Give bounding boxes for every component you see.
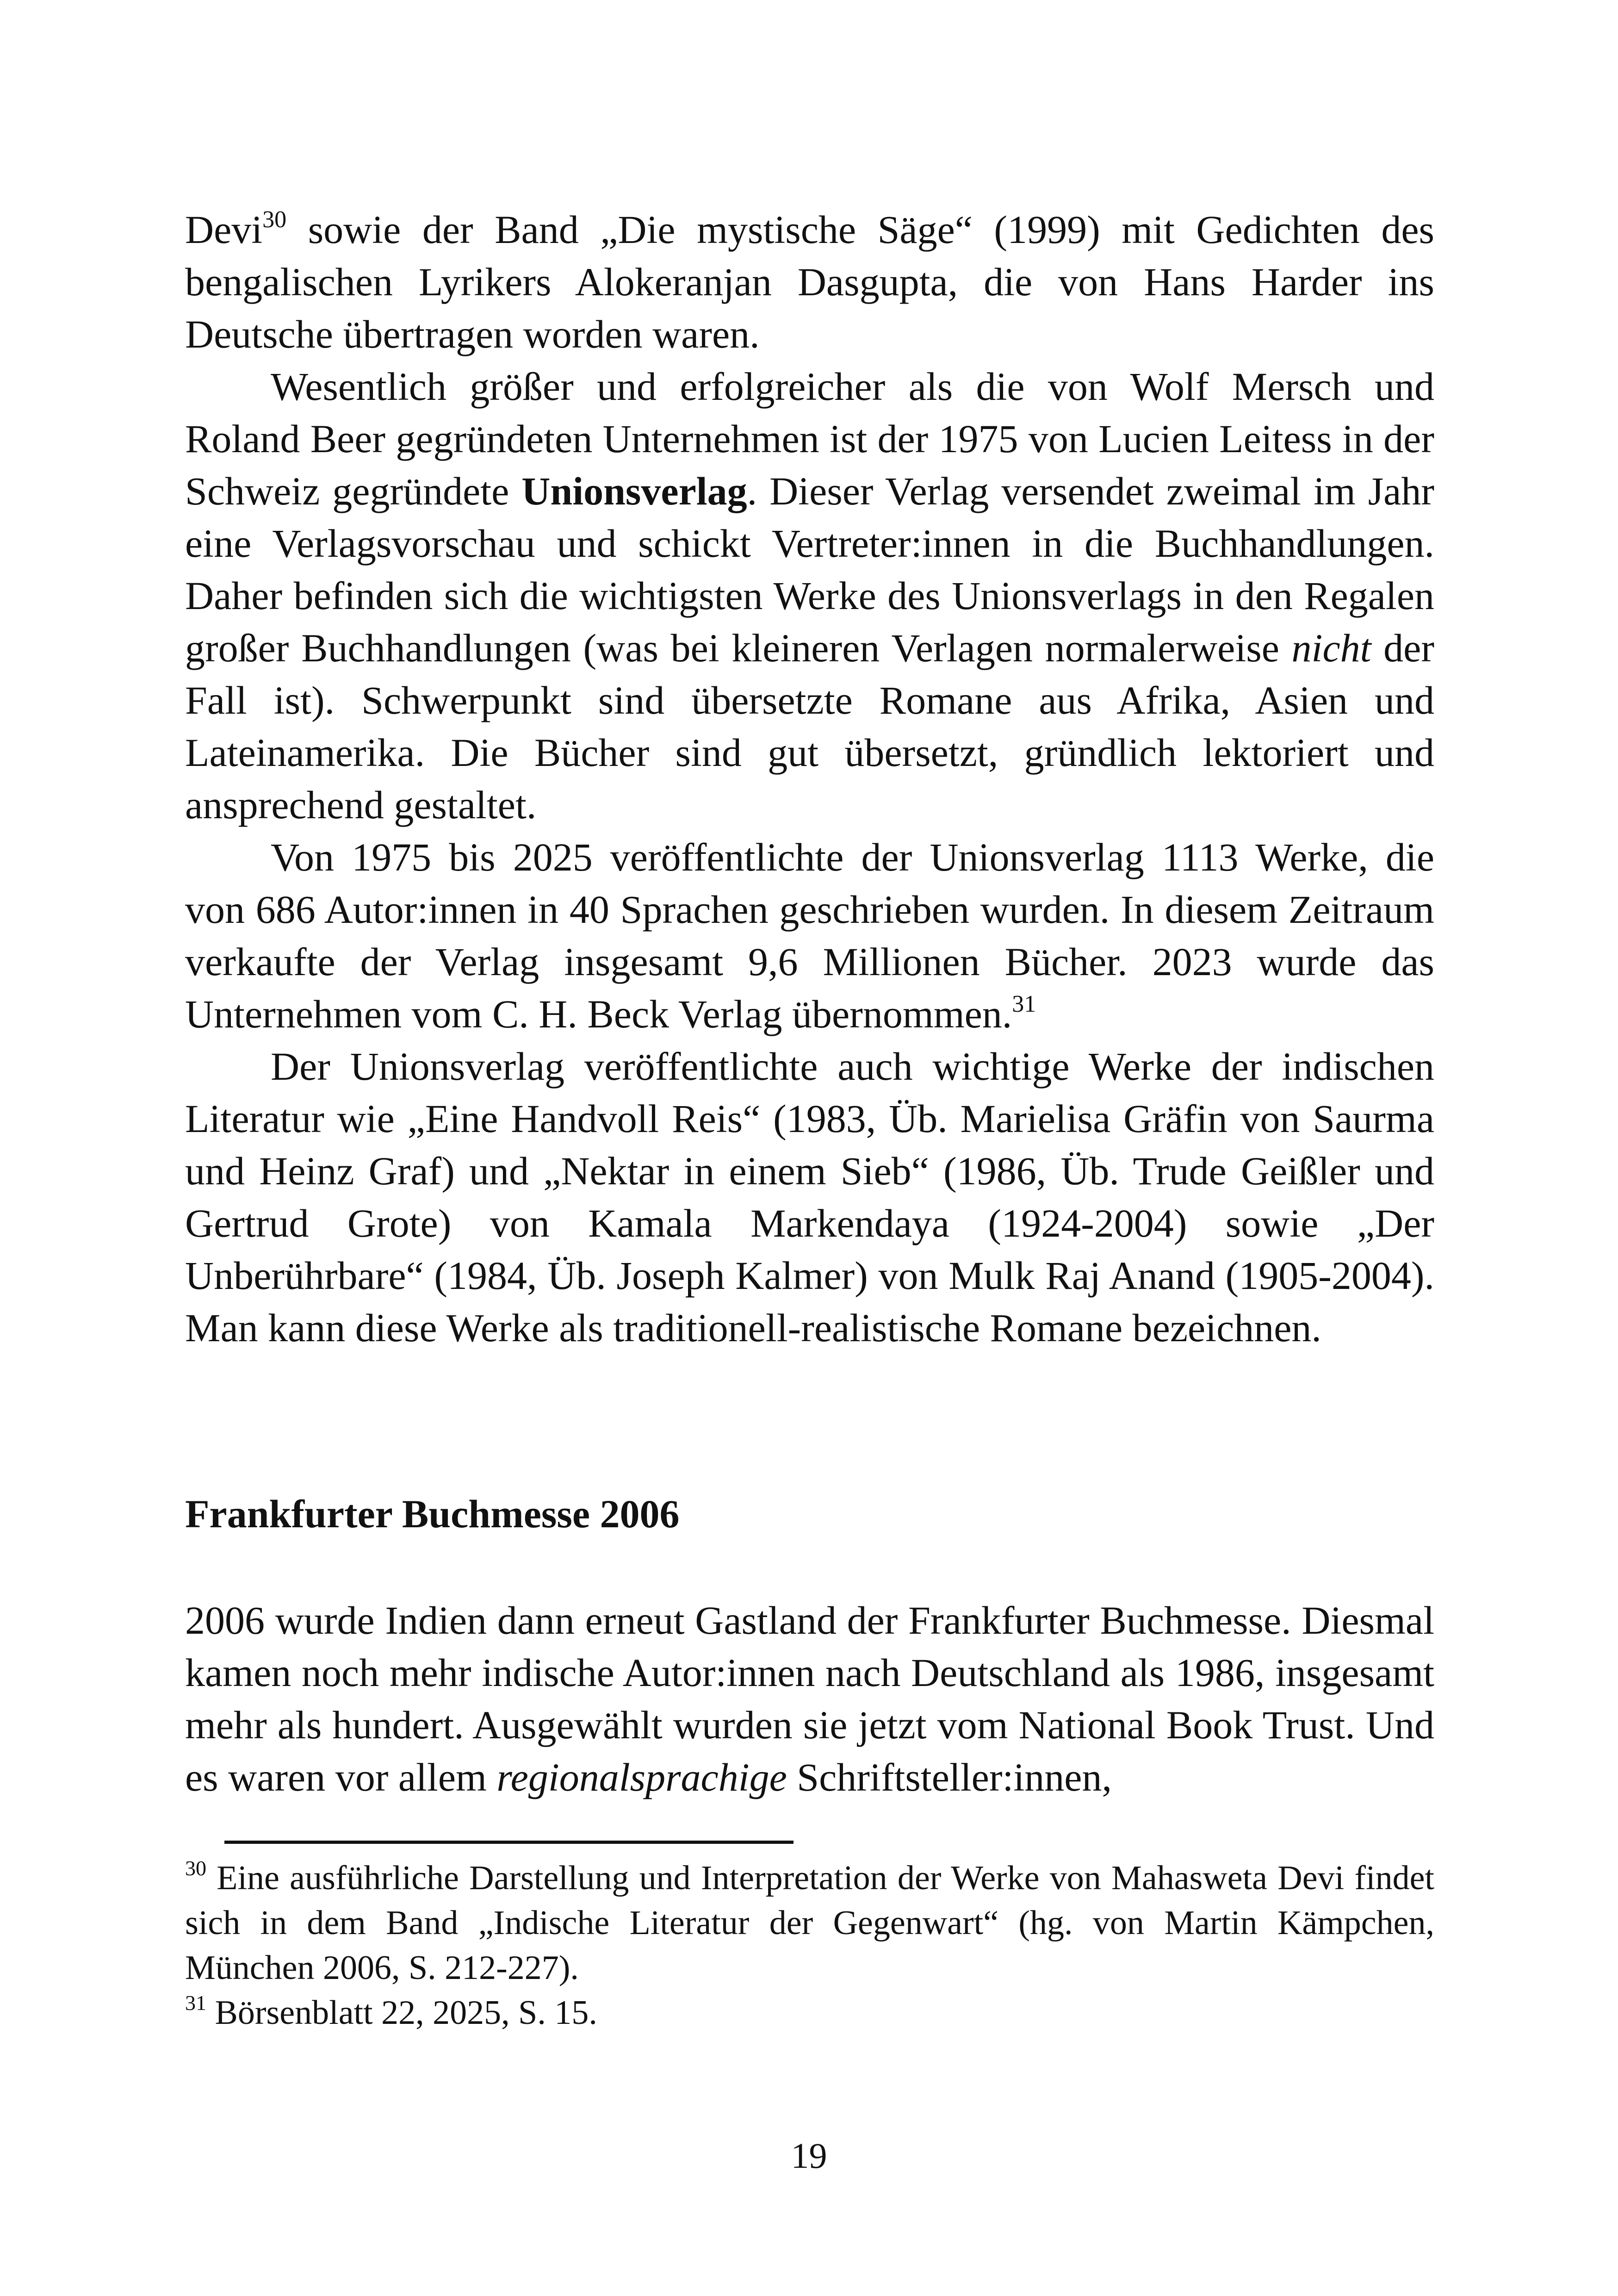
paragraph-1 — [185, 204, 1434, 361]
text-run: Schriftsteller:innen, — [787, 1755, 1112, 1799]
footnote-separator — [224, 1841, 794, 1844]
section-text — [185, 1594, 1434, 1804]
section-heading: Frankfurter Buchmesse 2006 — [185, 1492, 680, 1536]
text-run: sowie der Band „Die mystische Säge“ (1999) mit Gedichten des bengalischen Lyrikers Alokeranjan Dasgupta, die von Hans Harder ins Deutsche übertragen worden waren. — [185, 207, 1434, 356]
footnote-number: 31 — [185, 1991, 206, 2015]
emphasis: regionalsprachige — [496, 1755, 787, 1799]
footnote-text: Börsenblatt 22, 2025, S. 15. — [206, 1994, 597, 2032]
footnote-number: 30 — [185, 1856, 206, 1880]
text-run: Der Unionsverlag veröffentlichte auch wichtige Werke der indischen Literatur wie „Eine Handvoll Reis“ (1983, Üb. Marielisa Gräfin von Saurma und Heinz Graf) und „Nektar in einem Sieb“ (1986, Üb. Trude Geißler und Gertrud Grote) von Kamala Markendaya (1924-2004) sowie „Der Unberührbare“ (1984, Üb. Joseph Kalmer) von Mulk Raj Anand (1905-2004). Man kann diese Werke als traditionell-realistische Romane bezeichnen. — [185, 1044, 1434, 1350]
paragraph-2 — [185, 361, 1434, 831]
text-run: . Dieser Verlag versendet zweimal im Jahr eine Verlagsvorschau und schickt Vertreter:innen in die Buchhandlungen. Daher befinden sich die wichtigsten Werke des Unionsverlags in den Regalen großer Buchhandlungen (was bei kleineren Verlagen normalerweise — [185, 469, 1434, 670]
text-run: Von 1975 bis 2025 veröffentlichte der Unionsverlag 1113 Werke, die von 686 Autor:innen in 40 Sprachen geschrieben wurden. In diesem Zeitraum verkaufte der Verlag insgesamt 9,6 Millionen Bücher. 2023 wurde das Unternehmen vom C. H. Beck Verlag übernommen. — [185, 835, 1434, 1036]
publisher-name-bold: Unionsverlag — [521, 469, 747, 513]
footnote-ref-30[interactable]: 30 — [262, 206, 287, 233]
paragraph-4 — [185, 1040, 1434, 1354]
footnote-text: Eine ausführliche Darstellung und Interpretation der Werke von Mahasweta Devi findet sich in dem Band „Indische Literatur der Gegenwart“ (hg. von Martin Kämpchen, München 2006, S. 212-227). — [185, 1859, 1434, 1987]
paragraph-5 — [185, 1594, 1434, 1804]
footnote-ref-31[interactable]: 31 — [1012, 991, 1036, 1017]
footnote-30 — [185, 1856, 1434, 1991]
text-run: Devi — [185, 207, 263, 252]
footnotes — [185, 1856, 1434, 2035]
emphasis: nicht — [1291, 626, 1371, 670]
page-number: 19 — [791, 2135, 827, 2176]
text-run: Wesentlich größer und erfolgreicher als die von Wolf Mersch und Roland Beer gegründeten Unternehmen ist der 1975 von Lucien Leitess in der Schweiz gegründete — [185, 364, 1434, 513]
paragraph-3 — [185, 831, 1434, 1040]
main-text — [185, 204, 1434, 1354]
text-run: 2006 wurde Indien dann erneut Gastland der Frankfurter Buchmesse. Diesmal kamen noch mehr indische Autor:innen nach Deutschland als 1986, insgesamt mehr als hundert. Ausgewählt wurden sie jetzt vom National Book Trust. Und es waren vor allem — [185, 1598, 1434, 1799]
footnote-31 — [185, 1991, 1434, 2035]
text-run: der Fall ist). Schwerpunkt sind übersetzte Romane aus Afrika, Asien und Lateinamerika. Die Bücher sind gut übersetzt, gründlich lektoriert und ansprechend gestaltet. — [185, 626, 1434, 827]
